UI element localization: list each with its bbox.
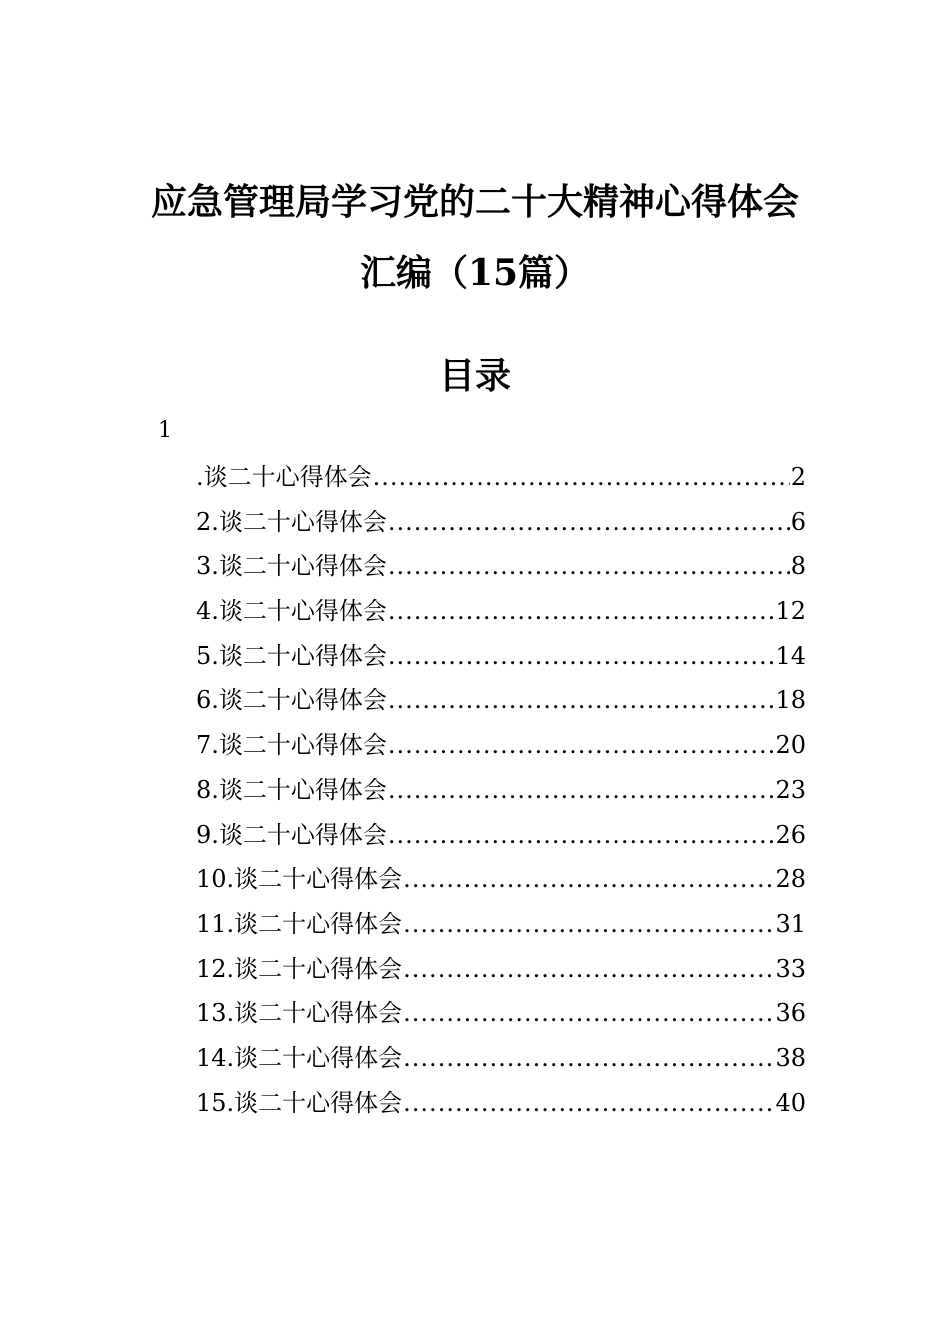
toc-entry-label: 9.谈二十心得体会 bbox=[196, 820, 387, 849]
toc-entry[interactable] bbox=[196, 991, 806, 1036]
toc-entry-page-number: 14 bbox=[775, 641, 806, 670]
toc-entry[interactable] bbox=[196, 589, 806, 634]
toc-entry[interactable] bbox=[196, 857, 806, 902]
toc-entry-page-number: 40 bbox=[775, 1088, 806, 1117]
toc-dot-leader bbox=[403, 1036, 774, 1081]
toc-entry[interactable] bbox=[196, 902, 806, 947]
toc-dot-leader bbox=[388, 768, 775, 813]
toc-entry[interactable] bbox=[196, 1036, 806, 1081]
toc-entry[interactable] bbox=[196, 544, 806, 589]
toc-entry-label: 6.谈二十心得体会 bbox=[196, 686, 387, 715]
toc-entry-page-number: 28 bbox=[775, 865, 806, 894]
toc-dot-leader bbox=[388, 813, 775, 858]
table-of-contents bbox=[196, 455, 806, 1125]
toc-entry[interactable] bbox=[196, 500, 806, 545]
toc-entry-page-number: 23 bbox=[775, 775, 806, 804]
toc-heading: 目录 bbox=[438, 355, 511, 397]
toc-entry-page-number: 36 bbox=[775, 999, 806, 1028]
toc-entry-page-number: 38 bbox=[775, 1043, 806, 1072]
toc-entry-label: 2.谈二十心得体会 bbox=[196, 507, 387, 536]
toc-dot-leader bbox=[403, 902, 774, 947]
toc-entry-page-number: 2 bbox=[790, 463, 806, 491]
toc-entry-label: 5.谈二十心得体会 bbox=[196, 641, 387, 670]
toc-entry-label: .谈二十心得体会 bbox=[196, 463, 372, 491]
toc-entry[interactable] bbox=[196, 634, 806, 679]
toc-entry-label: 11.谈二十心得体会 bbox=[196, 909, 403, 938]
toc-entry-label: 4.谈二十心得体会 bbox=[196, 597, 387, 626]
toc-dot-leader bbox=[388, 678, 775, 723]
toc-entry[interactable] bbox=[196, 1081, 806, 1126]
toc-entry-label: 14.谈二十心得体会 bbox=[196, 1043, 403, 1072]
toc-dot-leader bbox=[403, 991, 774, 1036]
toc-entry-label: 7.谈二十心得体会 bbox=[196, 731, 387, 760]
toc-dot-leader bbox=[388, 634, 775, 679]
toc-entry[interactable] bbox=[196, 768, 806, 813]
toc-entry-page-number: 8 bbox=[790, 552, 806, 581]
toc-entry-label: 10.谈二十心得体会 bbox=[196, 865, 403, 894]
toc-entry-page-number: 20 bbox=[775, 731, 806, 760]
toc-dot-leader bbox=[388, 723, 775, 768]
toc-entry[interactable] bbox=[196, 678, 806, 723]
toc-entry-label: 15.谈二十心得体会 bbox=[196, 1088, 403, 1117]
toc-dot-leader bbox=[388, 589, 775, 634]
toc-entry-label: 12.谈二十心得体会 bbox=[196, 954, 403, 983]
toc-entry-page-number: 33 bbox=[775, 954, 806, 983]
toc-entry[interactable] bbox=[196, 455, 806, 500]
stray-number: 1 bbox=[158, 418, 172, 443]
toc-entry-page-number: 6 bbox=[790, 507, 806, 536]
toc-dot-leader bbox=[403, 857, 774, 902]
toc-entry-page-number: 18 bbox=[775, 686, 806, 715]
toc-entry[interactable] bbox=[196, 947, 806, 992]
toc-dot-leader bbox=[388, 500, 790, 545]
toc-entry-label: 8.谈二十心得体会 bbox=[196, 775, 387, 804]
toc-entry-page-number: 26 bbox=[775, 820, 806, 849]
toc-dot-leader bbox=[388, 544, 790, 589]
toc-dot-leader bbox=[373, 455, 790, 500]
toc-entry[interactable] bbox=[196, 723, 806, 768]
document-title-line-2: 汇编（15篇） bbox=[359, 252, 591, 294]
toc-entry-page-number: 31 bbox=[775, 909, 806, 938]
toc-entry-label: 3.谈二十心得体会 bbox=[196, 552, 387, 581]
document-title-line-1: 应急管理局学习党的二十大精神心得体会 bbox=[150, 181, 799, 223]
toc-dot-leader bbox=[403, 947, 774, 992]
toc-entry-page-number: 12 bbox=[775, 597, 806, 626]
toc-entry-label: 13.谈二十心得体会 bbox=[196, 999, 403, 1028]
toc-entry[interactable] bbox=[196, 813, 806, 858]
toc-dot-leader bbox=[403, 1081, 774, 1126]
